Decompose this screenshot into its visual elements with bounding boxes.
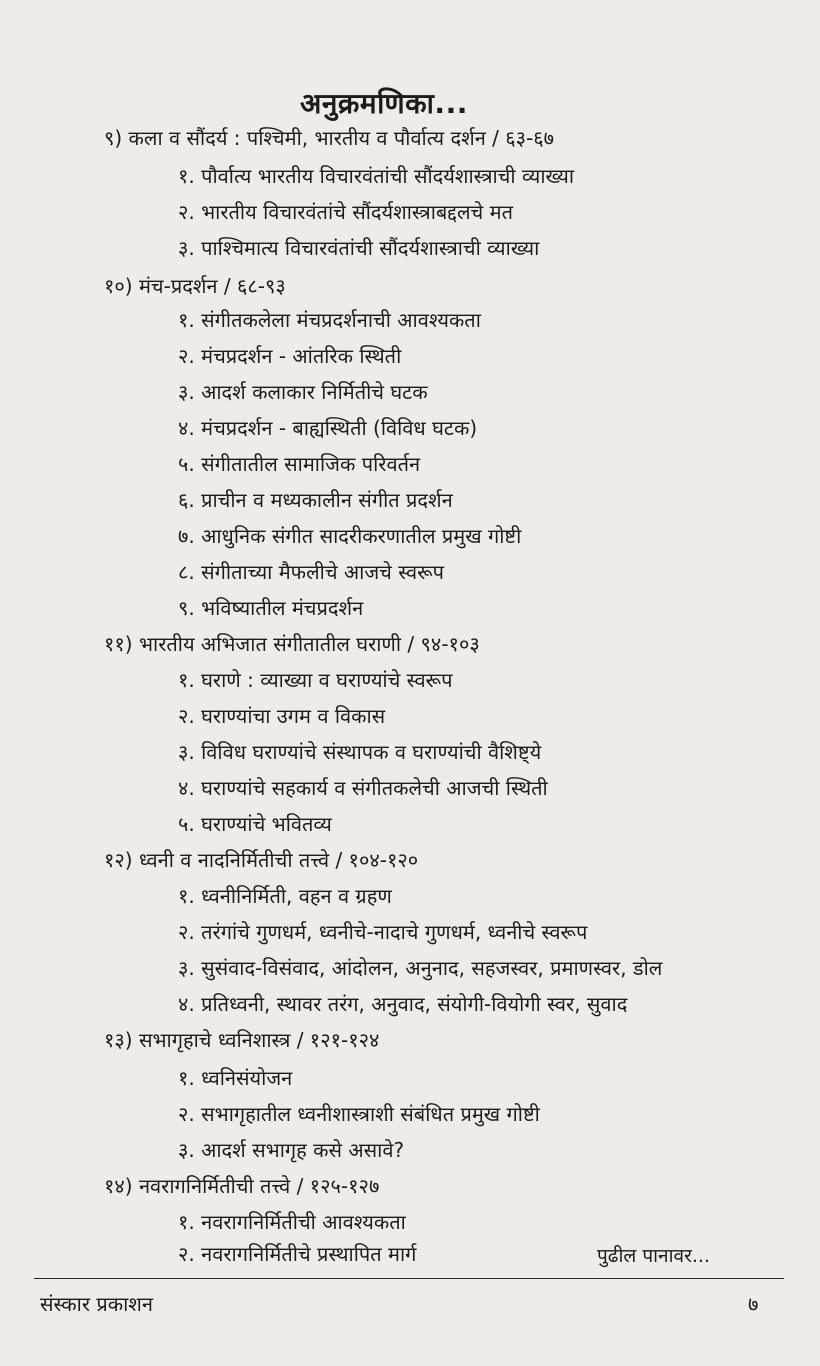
toc-item: १. नवरागनिर्मितीची आवश्यकता <box>178 1210 406 1234</box>
toc-item: ६. प्राचीन व मध्यकालीन संगीत प्रदर्शन <box>178 488 453 512</box>
toc-item: २. तरंगांचे गुणधर्म, ध्वनीचे-नादाचे गुणधर्म, ध्वनीचे स्वरूप <box>178 920 588 944</box>
toc-item: २. घराण्यांचा उगम व विकास <box>178 704 386 728</box>
toc-item: ४. प्रतिध्वनी, स्थावर तरंग, अनुवाद, संयोगी-वियोगी स्वर, सुवाद <box>178 992 628 1016</box>
toc-section-heading: ९) कला व सौंदर्य : पश्चिमी, भारतीय व पौर्वात्य दर्शन / ६३-६७ <box>104 126 555 150</box>
toc-section-heading: १४) नवरागनिर्मितीची तत्त्वे / १२५-१२७ <box>104 1174 380 1198</box>
publisher-name: संस्कार प्रकाशन <box>40 1292 153 1316</box>
toc-item: २. मंचप्रदर्शन - आंतरिक स्थिती <box>178 344 402 368</box>
toc-section-heading: १२) ध्वनी व नादनिर्मितीची तत्त्वे / १०४-१२० <box>104 848 419 872</box>
toc-item: १. पौर्वात्य भारतीय विचारवंतांची सौंदर्यशास्त्राची व्याख्या <box>178 164 575 188</box>
toc-item: ८. संगीताच्या मैफलीचे आजचे स्वरूप <box>178 560 445 584</box>
toc-item: ९. भविष्यातील मंचप्रदर्शन <box>178 596 364 620</box>
toc-section-heading: १३) सभागृहाचे ध्वनिशास्त्र / १२१-१२४ <box>104 1028 380 1052</box>
toc-item: ४. मंचप्रदर्शन - बाह्यस्थिती (विविध घटक) <box>178 416 478 440</box>
toc-item: १. ध्वनिसंयोजन <box>178 1066 293 1090</box>
toc-item: ३. आदर्श कलाकार निर्मितीचे घटक <box>178 380 428 404</box>
footer-divider <box>34 1278 784 1279</box>
toc-item: ३. विविध घराण्यांचे संस्थापक व घराण्यांची वैशिष्ट्ये <box>178 740 542 764</box>
toc-item: २. नवरागनिर्मितीचे प्रस्थापित मार्ग <box>178 1242 417 1266</box>
toc-item: ५. घराण्यांचे भवितव्य <box>178 812 332 836</box>
toc-item: २. भारतीय विचारवंतांचे सौंदर्यशास्त्राबद्दलचे मत <box>178 200 513 224</box>
toc-item: १. संगीतकलेला मंचप्रदर्शनाची आवश्यकता <box>178 308 481 332</box>
page-number: ७ <box>748 1292 759 1316</box>
toc-item: ७. आधुनिक संगीत सादरीकरणातील प्रमुख गोष्टी <box>178 524 522 548</box>
toc-section-heading: ११) भारतीय अभिजात संगीतातील घराणी / ९४-१०३ <box>104 632 480 656</box>
page-title: अनुक्रमणिका... <box>300 87 468 120</box>
toc-item: ३. आदर्श सभागृह कसे असावे? <box>178 1138 405 1162</box>
toc-section-heading: १०) मंच-प्रदर्शन / ६८-९३ <box>104 274 286 298</box>
toc-item: ३. पाश्चिमात्य विचारवंतांची सौंदर्यशास्त्राची व्याख्या <box>178 236 540 260</box>
toc-item: २. सभागृहातील ध्वनीशास्त्राशी संबंधित प्रमुख गोष्टी <box>178 1102 540 1126</box>
continued-note: पुढील पानावर... <box>597 1245 710 1267</box>
toc-item: ५. संगीतातील सामाजिक परिवर्तन <box>178 452 421 476</box>
toc-item: १. ध्वनीनिर्मिती, वहन व ग्रहण <box>178 884 392 908</box>
toc-item: १. घराणे : व्याख्या व घराण्यांचे स्वरूप <box>178 668 453 692</box>
toc-item: ३. सुसंवाद-विसंवाद, आंदोलन, अनुनाद, सहजस्वर, प्रमाणस्वर, डोल <box>178 956 663 980</box>
toc-item: ४. घराण्यांचे सहकार्य व संगीतकलेची आजची स्थिती <box>178 776 548 800</box>
